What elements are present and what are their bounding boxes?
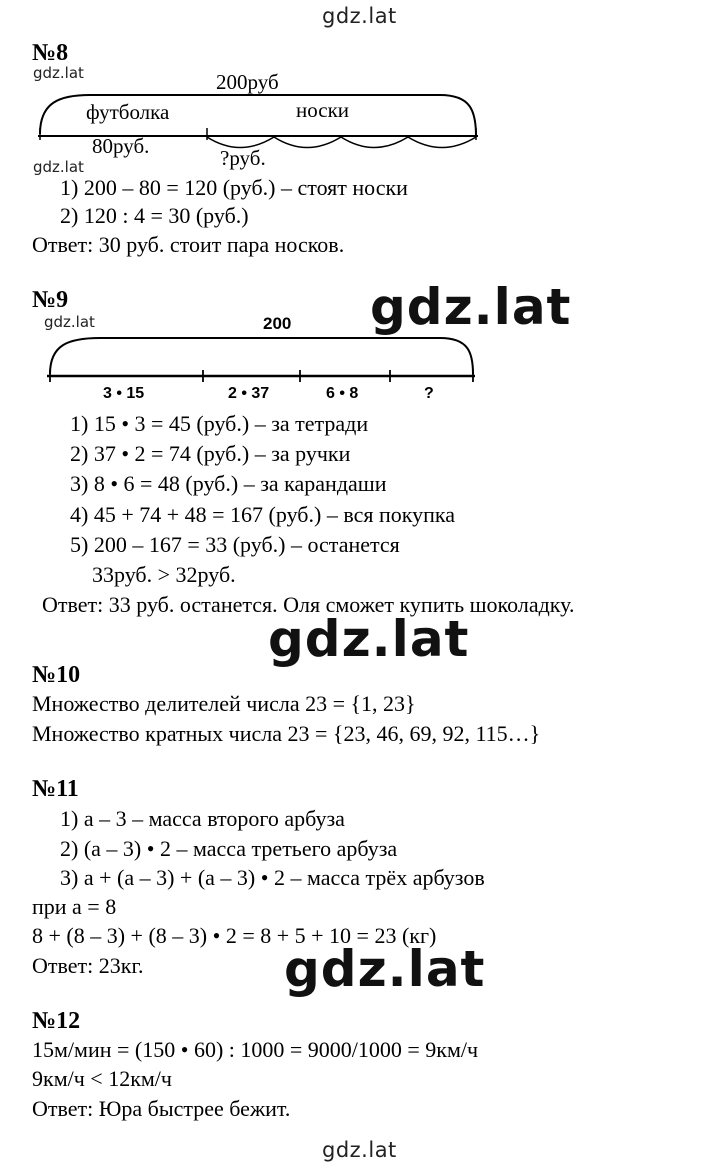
task11-step: 3) a + (a – 3) + (a – 3) • 2 – масса трёх арбузов [60,865,485,890]
watermark-bottom: gdz.lat [322,1138,397,1162]
task8-answer: Ответ: 30 руб. стоит пара носков. [32,232,345,257]
watermark-small: gdz.lat [44,313,95,331]
task10-heading: №10 [32,662,81,688]
task9-step: 4) 45 + 74 + 48 = 167 (руб.) – вся покупка [70,502,455,527]
task12-line: 15м/мин = (150 • 60) : 1000 = 9000/1000 = 9км/ч [32,1037,479,1062]
task9-answer: Ответ: 33 руб. останется. Оля сможет купить шоколадку. [42,592,575,617]
task9-step: 5) 200 – 167 = 33 (руб.) – останется [70,532,400,557]
task8-diagram-part2: носки [296,98,350,122]
task9-step: 2) 37 • 2 = 74 (руб.) – за ручки [70,441,351,466]
task12-heading: №12 [32,1008,81,1034]
task11-answer: Ответ: 23кг. [32,953,144,978]
task11-calc: 8 + (8 – 3) + (8 – 3) • 2 = 8 + 5 + 10 = 23 (кг) [32,923,437,948]
task9-heading: №9 [32,287,69,313]
task11-step: 1) a – 3 – масса второго арбуза [60,806,345,831]
task11-given: при a = 8 [32,894,117,919]
task9-compare: 33руб. > 32руб. [92,562,236,587]
task9-step: 1) 15 • 3 = 45 (руб.) – за тетради [70,411,369,436]
task8-heading: №8 [32,40,69,66]
task10-line: Множество делителей числа 23 = {1, 23} [32,691,416,716]
watermark-small: gdz.lat [33,158,84,176]
task9-diagram-seg4: ? [424,385,434,402]
watermark-big: gdz.lat [370,278,572,336]
task9-diagram-seg3: 6 • 8 [326,385,359,402]
task8-diagram-total: 200руб [216,70,279,94]
task11-step: 2) (a – 3) • 2 – масса третьего арбуза [60,836,398,861]
task9-diagram-total: 200 [263,314,292,333]
task12-line: 9км/ч < 12км/ч [32,1066,172,1091]
task8-diagram-part2-value: ?руб. [220,146,266,170]
task9-step: 3) 8 • 6 = 48 (руб.) – за карандаши [70,471,387,496]
task12-answer: Ответ: Юра быстрее бежит. [32,1096,291,1121]
task9-diagram-seg2: 2 • 37 [228,385,270,402]
watermark-big: gdz.lat [284,940,486,998]
task8-step: 1) 200 – 80 = 120 (руб.) – стоят носки [60,175,408,200]
task9-diagram-seg1: 3 • 15 [103,385,145,402]
watermark-small: gdz.lat [33,64,84,82]
task8-diagram-part1-value: 80руб. [92,134,150,158]
watermark-big: gdz.lat [268,610,470,668]
task8-step: 2) 120 : 4 = 30 (руб.) [60,203,249,228]
watermark-top: gdz.lat [322,4,397,28]
task8-diagram-part1: футболка [86,100,170,124]
task11-heading: №11 [32,776,79,802]
task10-line: Множество кратных числа 23 = {23, 46, 69, 92, 115…} [32,721,541,746]
